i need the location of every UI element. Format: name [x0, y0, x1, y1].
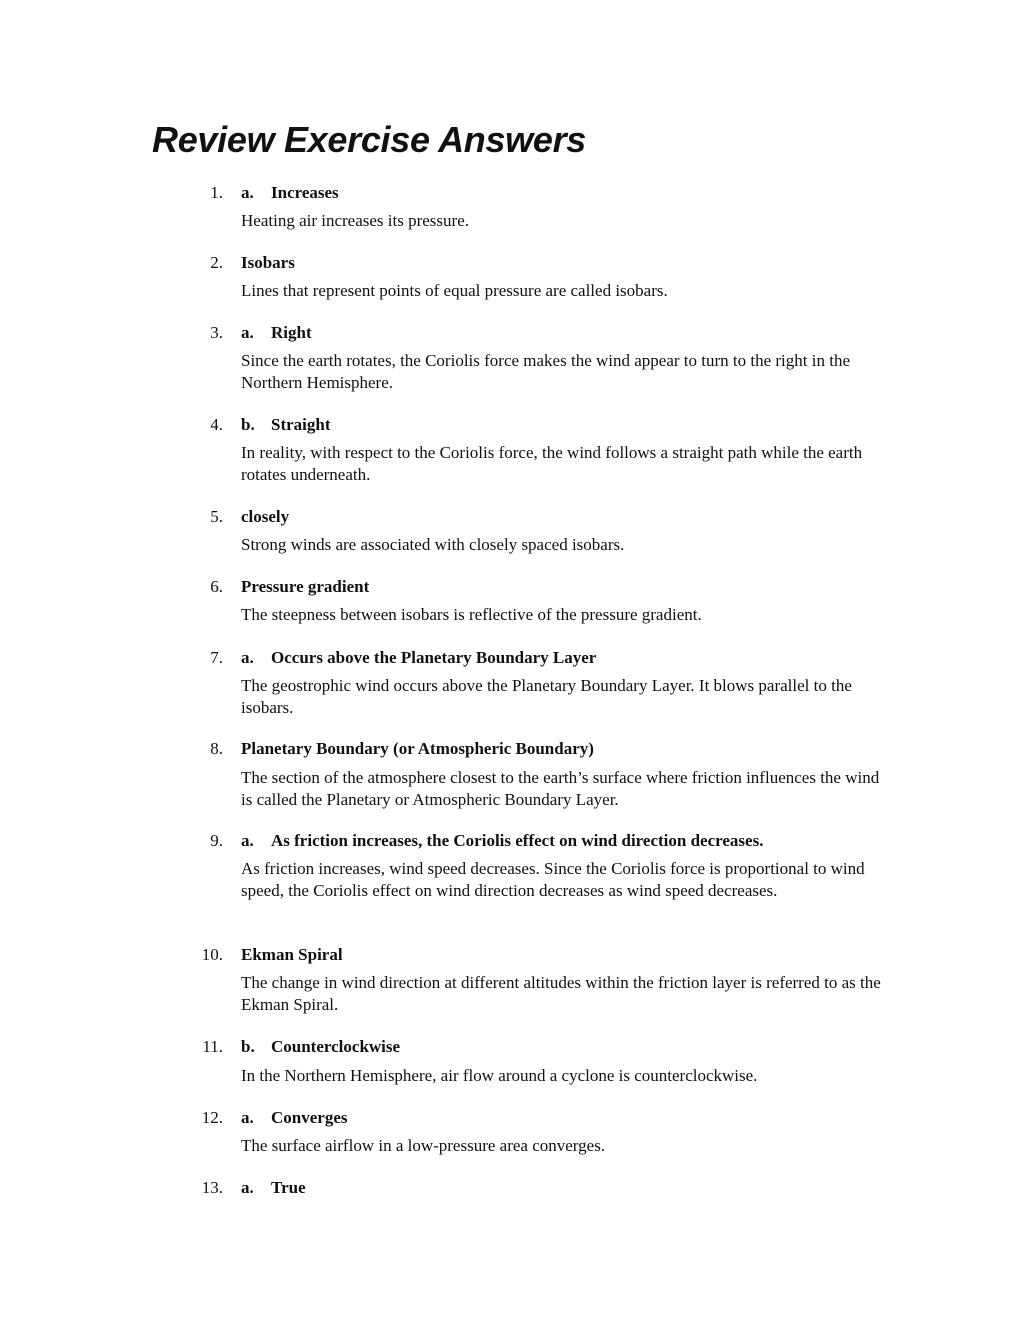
answer-number: 6.	[210, 577, 223, 596]
answer-letter: a.	[241, 183, 254, 202]
answer-term: closely	[241, 507, 290, 526]
answer-term: Planetary Boundary (or Atmospheric Boundary)	[241, 739, 594, 758]
answer-term: Ekman Spiral	[241, 945, 343, 964]
answer-explanation: As friction increases, wind speed decreases. Since the Coriolis force is proportional to wind speed, the Coriolis effect on wind direction decreases as wind speed decreases.	[241, 859, 865, 900]
answer-explanation: Strong winds are associated with closely spaced isobars.	[241, 535, 625, 554]
answer-heading	[241, 830, 763, 852]
answer-number: 4.	[210, 415, 223, 434]
answer-letter: b.	[241, 415, 255, 434]
answer-explanation: In reality, with respect to the Coriolis force, the wind follows a straight path while the earth rotates underneath.	[241, 443, 863, 484]
answer-heading	[241, 1177, 306, 1199]
answer-number: 10.	[201, 945, 223, 964]
answer-number: 2.	[210, 253, 223, 272]
answer-explanation: The section of the atmosphere closest to the earth’s surface where friction influences the wind is called the Planetary or Atmospheric Boundary Layer.	[241, 768, 880, 809]
answer-heading	[241, 1107, 347, 1129]
answer-explanation: The steepness between isobars is reflective of the pressure gradient.	[241, 605, 702, 624]
answer-letter: a.	[241, 1108, 254, 1127]
answer-term: Increases	[271, 183, 339, 202]
answer-heading	[241, 252, 295, 274]
answer-number: 1.	[210, 183, 223, 202]
answer-heading	[241, 1036, 400, 1058]
answer-term: Isobars	[241, 253, 295, 272]
answer-number: 5.	[210, 507, 223, 526]
answer-explanation: In the Northern Hemisphere, air flow around a cyclone is counterclockwise.	[241, 1066, 758, 1085]
answer-number: 9.	[210, 831, 223, 850]
answer-explanation: The geostrophic wind occurs above the Planetary Boundary Layer. It blows parallel to the isobars.	[241, 676, 852, 717]
answer-heading	[241, 944, 343, 966]
answer-number: 8.	[210, 739, 223, 758]
answer-explanation: Heating air increases its pressure.	[241, 211, 469, 230]
answer-term: Counterclockwise	[271, 1037, 401, 1056]
answer-heading	[241, 506, 289, 528]
answer-term: Pressure gradient	[241, 577, 370, 596]
answer-number: 7.	[210, 648, 223, 667]
answer-term: Straight	[271, 415, 331, 434]
answer-term: As friction increases, the Coriolis effect on wind direction decreases.	[271, 831, 764, 850]
answer-term: True	[271, 1178, 306, 1197]
answer-term: Right	[271, 323, 312, 342]
answer-heading	[241, 322, 312, 344]
answer-heading	[241, 576, 369, 598]
answer-number: 3.	[210, 323, 223, 342]
answer-explanation: Lines that represent points of equal pressure are called isobars.	[241, 281, 668, 300]
answer-number: 12.	[201, 1108, 223, 1127]
answer-number: 11.	[202, 1037, 223, 1056]
answer-letter: a.	[241, 1178, 254, 1197]
answer-explanation: The change in wind direction at different altitudes within the friction layer is referred to as the Ekman Spiral.	[241, 973, 881, 1014]
answer-letter: a.	[241, 831, 254, 850]
answer-letter: a.	[241, 648, 254, 667]
answer-heading	[241, 738, 594, 760]
answer-term: Occurs above the Planetary Boundary Layer	[271, 648, 597, 667]
answer-letter: a.	[241, 323, 254, 342]
answer-number: 13.	[201, 1178, 223, 1197]
answer-explanation: Since the earth rotates, the Coriolis force makes the wind appear to turn to the right in the Northern Hemisphere.	[241, 351, 850, 392]
answer-explanation: The surface airflow in a low-pressure area converges.	[241, 1136, 606, 1155]
answer-heading	[241, 414, 331, 436]
answer-heading	[241, 647, 596, 669]
answer-heading	[241, 182, 339, 204]
answer-letter: b.	[241, 1037, 255, 1056]
page-title: Review Exercise Answers	[152, 119, 587, 160]
answer-term: Converges	[271, 1108, 348, 1127]
